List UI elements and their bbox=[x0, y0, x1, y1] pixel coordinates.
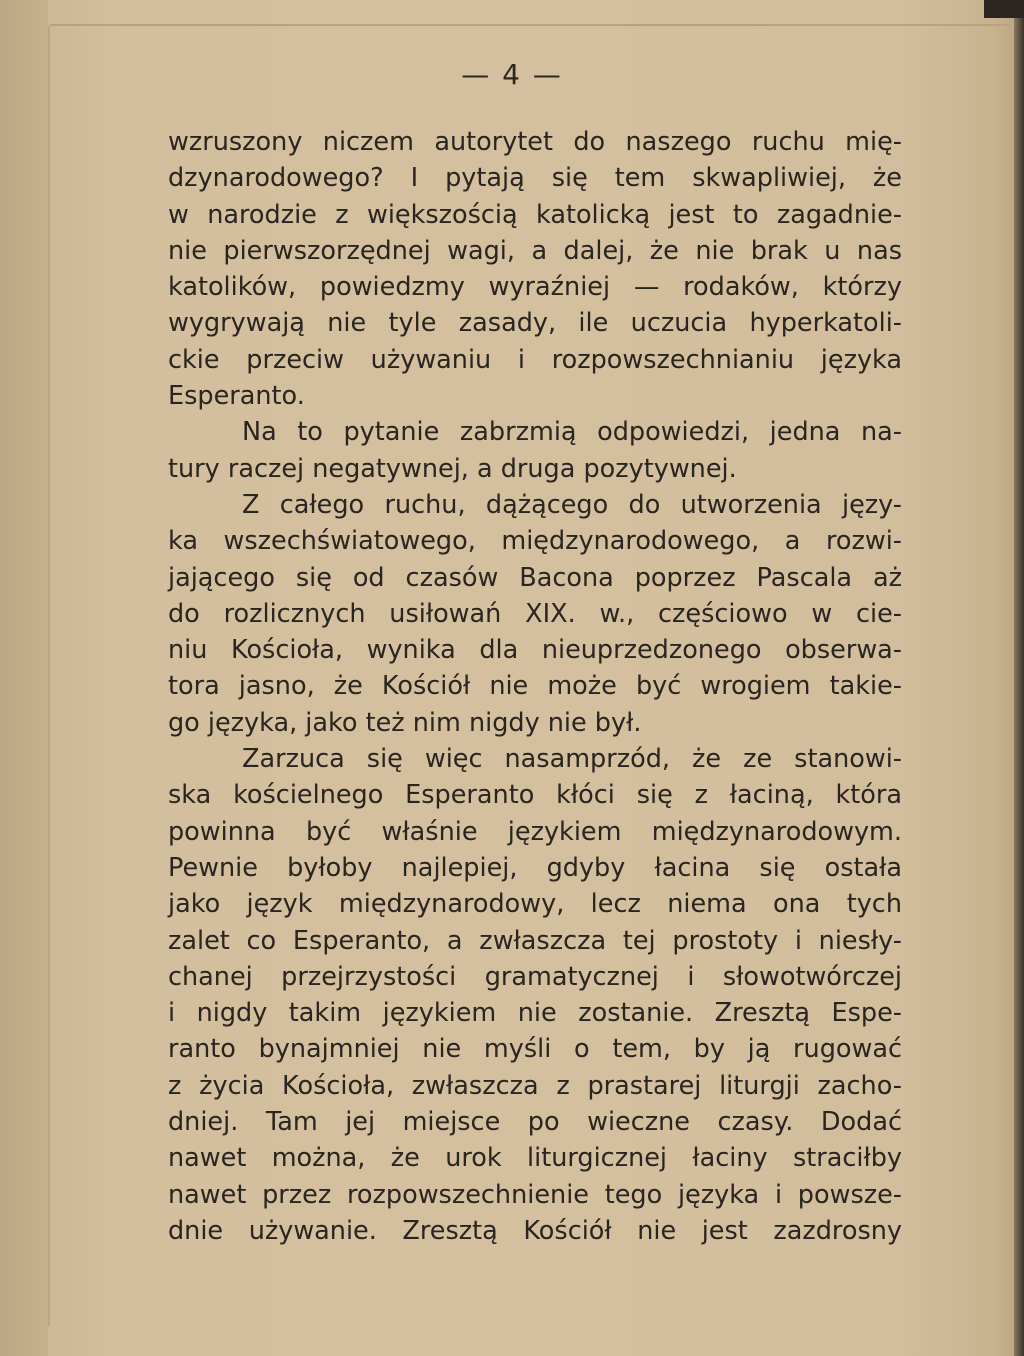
text-line: ranto bynajmniej nie myśli o tem, by ją rugować bbox=[168, 1034, 902, 1065]
page-number: — 4 — bbox=[461, 58, 563, 91]
page-left-edge bbox=[48, 26, 50, 1326]
text-line: nawet przez rozpowszechnienie tego języka i powsze- bbox=[168, 1179, 902, 1210]
paragraph bbox=[168, 414, 902, 487]
text-line: do rozlicznych usiłowań XIX. w., częściowo w cie- bbox=[168, 598, 902, 629]
text-line: Zarzuca się więc nasamprzód, że ze stanowi- bbox=[242, 744, 902, 775]
paragraph bbox=[168, 487, 902, 741]
text-line: dniej. Tam jej miejsce po wieczne czasy. Dodać bbox=[168, 1107, 902, 1138]
text-line: chanej przejrzystości gramatycznej i słowotwórczej bbox=[168, 961, 902, 992]
body-text bbox=[168, 124, 902, 1249]
page-right-edge-shadow bbox=[1014, 0, 1024, 1356]
text-line: ckie przeciw używaniu i rozpowszechnianiu języka bbox=[168, 344, 902, 375]
text-line: go języka, jako też nim nigdy nie był. bbox=[168, 707, 642, 738]
text-line: z życia Kościoła, zwłaszcza z prastarej liturgji zacho- bbox=[168, 1070, 902, 1101]
text-line: Z całego ruchu, dążącego do utworzenia języ- bbox=[242, 489, 902, 520]
text-line: Pewnie byłoby najlepiej, gdyby łacina się ostała bbox=[168, 852, 902, 883]
text-line: katolików, powiedzmy wyraźniej — rodaków, którzy bbox=[168, 272, 902, 303]
binding-margin bbox=[0, 0, 48, 1356]
text-line: tury raczej negatywnej, a druga pozytywnej. bbox=[168, 453, 737, 484]
text-line: jającego się od czasów Bacona poprzez Pascala aż bbox=[168, 562, 902, 593]
text-line: Na to pytanie zabrzmią odpowiedzi, jedna na- bbox=[242, 417, 902, 448]
text-line: i nigdy takim językiem nie zostanie. Zresztą Espe- bbox=[168, 998, 902, 1029]
text-line: dnie używanie. Zresztą Kościół nie jest zazdrosny bbox=[168, 1215, 902, 1246]
text-line: nie pierwszorzędnej wagi, a dalej, że nie brak u nas bbox=[168, 235, 902, 266]
text-line: wzruszony niczem autorytet do naszego ruchu mię- bbox=[168, 127, 902, 157]
text-line: jako język międzynarodowy, lecz niema ona tych bbox=[168, 889, 902, 920]
text-line: w narodzie z większością katolicką jest to zagadnie- bbox=[168, 199, 902, 230]
text-line: nawet można, że urok liturgicznej łaciny straciłby bbox=[168, 1143, 902, 1174]
page-corner-shadow bbox=[984, 0, 1024, 18]
text-line: dzynarodowego? I pytają się tem skwapliwiej, że bbox=[168, 163, 902, 194]
page-top-edge bbox=[50, 24, 1010, 26]
text-line: zalet co Esperanto, a zwłaszcza tej prostoty i niesły- bbox=[168, 925, 902, 956]
paragraph bbox=[168, 124, 902, 414]
paragraph bbox=[168, 741, 902, 1249]
text-line: powinna być właśnie językiem międzynarodowym. bbox=[168, 816, 902, 847]
text-line: tora jasno, że Kościół nie może być wrogiem takie- bbox=[168, 671, 902, 702]
text-line: Esperanto. bbox=[168, 381, 305, 412]
text-line: ka wszechświatowego, międzynarodowego, a rozwi- bbox=[168, 526, 902, 557]
text-line: niu Kościoła, wynika dla nieuprzedzonego obserwa- bbox=[168, 635, 902, 666]
text-line: ska kościelnego Esperanto kłóci się z łaciną, która bbox=[168, 780, 902, 811]
text-line: wygrywają nie tyle zasady, ile uczucia hyperkatoli- bbox=[168, 308, 902, 339]
